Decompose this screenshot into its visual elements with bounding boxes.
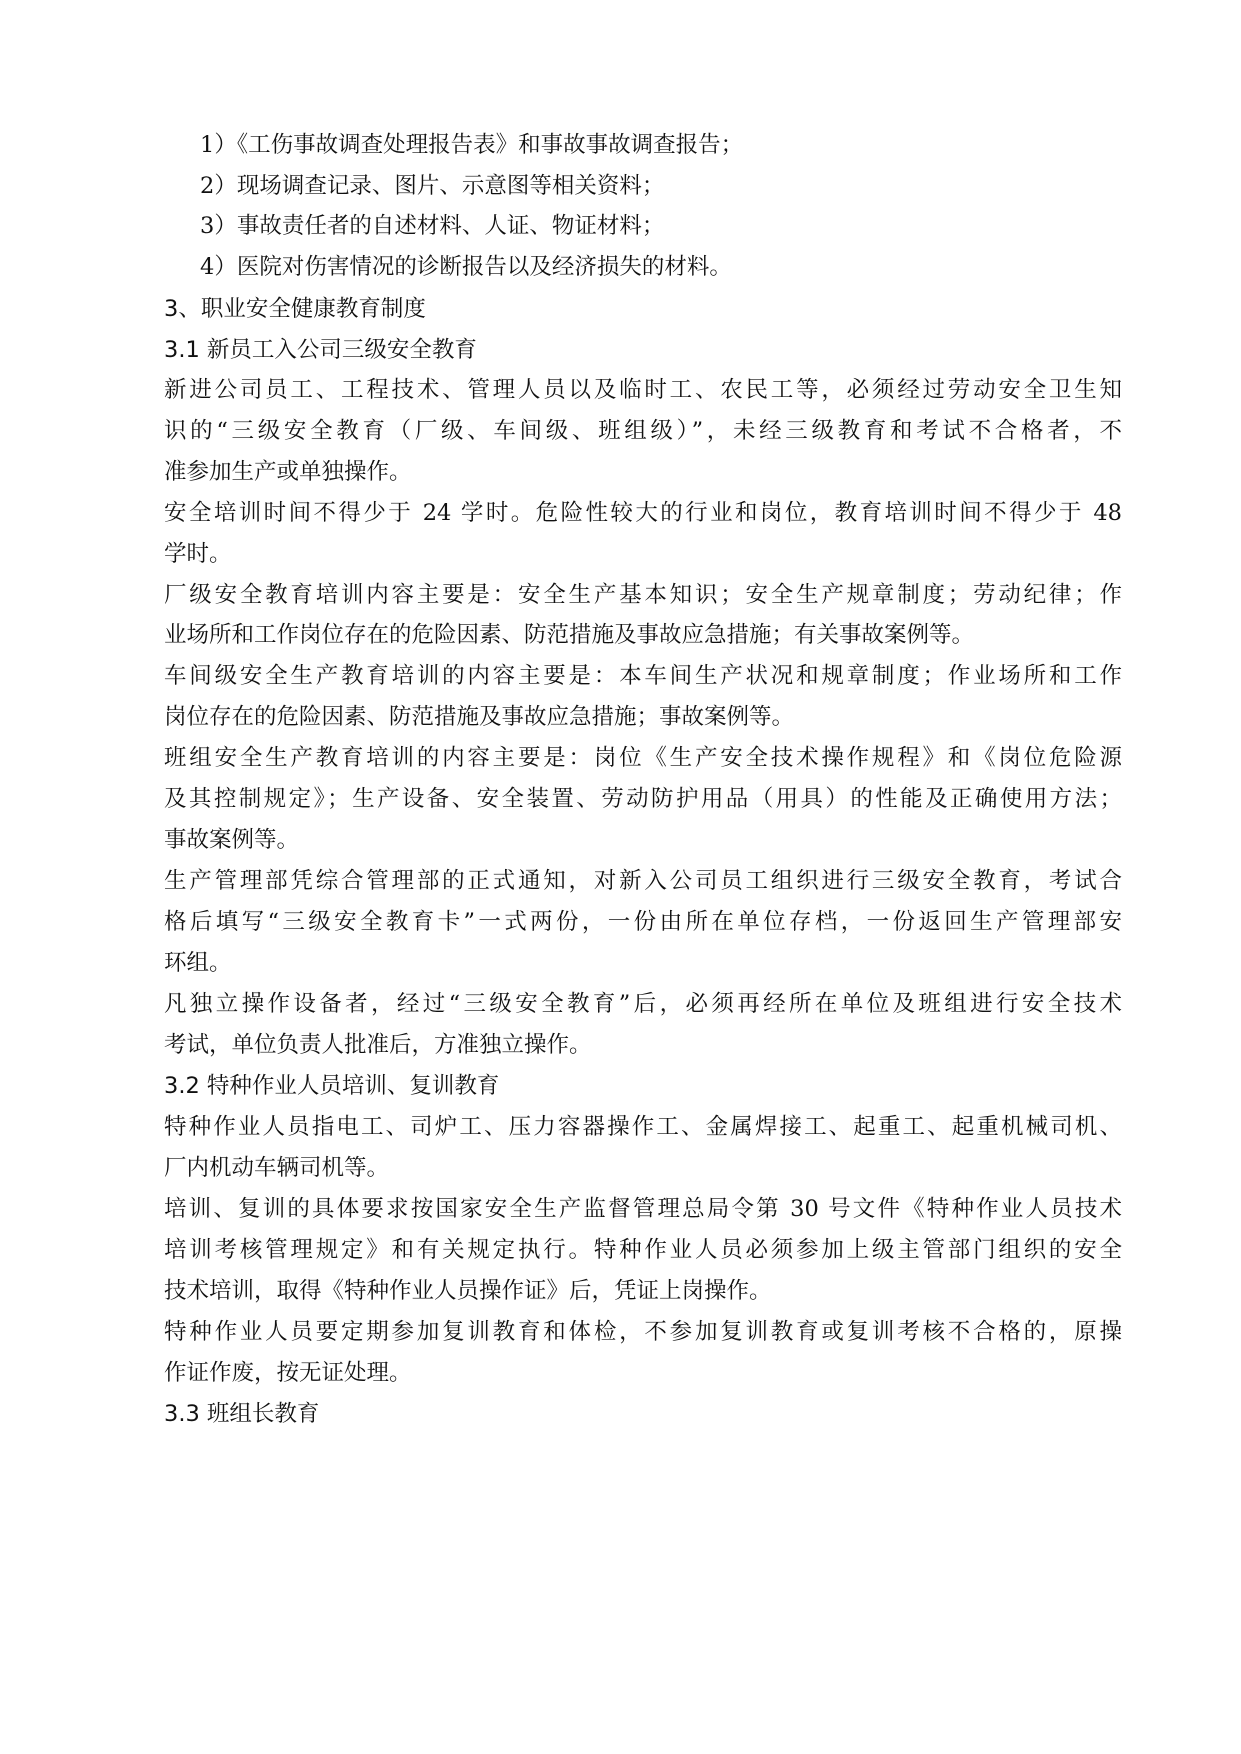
paragraph-line: 培训考核管理规定》和有关规定执行。特种作业人员必须参加上级主管部门组织的安全 [164,1237,1122,1263]
paragraph-line: 特种作业人员指电工、司炉工、压力容器操作工、金属焊接工、起重工、起重机械司机、 [164,1114,1122,1140]
paragraph-line: 生产管理部凭综合管理部的正式通知，对新入公司员工组织进行三级安全教育，考试合 [164,868,1122,894]
paragraph-line: 班组安全生产教育培训的内容主要是：岗位《生产安全技术操作规程》和《岗位危险源 [164,745,1122,771]
paragraph-line: 考试，单位负责人批准后，方准独立操作。 [164,1032,592,1058]
paragraph-line: 识的“三级安全教育（厂级、车间级、班组级）”，未经三级教育和考试不合格者，不 [164,418,1122,444]
paragraph-line: 新进公司员工、工程技术、管理人员以及临时工、农民工等，必须经过劳动安全卫生知 [164,377,1122,403]
list-item: 2）现场调查记录、图片、示意图等相关资料； [200,173,665,199]
paragraph-line: 格后填写“三级安全教育卡”一式两份，一份由所在单位存档，一份返回生产管理部安 [164,909,1122,935]
paragraph-line: 环组。 [164,950,232,976]
paragraph-line: 车间级安全生产教育培训的内容主要是：本车间生产状况和规章制度；作业场所和工作 [164,663,1122,689]
paragraph-line: 作证作废，按无证处理。 [164,1360,412,1386]
paragraph-line: 业场所和工作岗位存在的危险因素、防范措施及事故应急措施；有关事故案例等。 [164,622,975,648]
list-item: 3）事故责任者的自述材料、人证、物证材料； [200,213,665,239]
paragraph-line: 培训、复训的具体要求按国家安全生产监督管理总局令第 30 号文件《特种作业人员技术 [164,1196,1122,1222]
paragraph-line: 学时。 [164,541,232,567]
paragraph-line: 凡独立操作设备者，经过“三级安全教育”后，必须再经所在单位及班组进行安全技术 [164,991,1122,1017]
paragraph-line: 厂级安全教育培训内容主要是：安全生产基本知识；安全生产规章制度；劳动纪律；作 [164,582,1122,608]
paragraph-line: 安全培训时间不得少于 24 学时。危险性较大的行业和岗位，教育培训时间不得少于 48 [164,500,1122,526]
section-heading: 3.3 班组长教育 [164,1401,320,1427]
paragraph-line: 技术培训，取得《特种作业人员操作证》后，凭证上岗操作。 [164,1278,772,1304]
paragraph-line: 及其控制规定》；生产设备、安全装置、劳动防护用品（用具）的性能及正确使用方法； [164,786,1122,812]
list-item: 4）医院对伤害情况的诊断报告以及经济损失的材料。 [200,254,732,280]
paragraph-line: 特种作业人员要定期参加复训教育和体检，不参加复训教育或复训考核不合格的，原操 [164,1319,1122,1345]
paragraph-line: 事故案例等。 [164,827,300,853]
paragraph-line: 厂内机动车辆司机等。 [164,1155,390,1181]
list-item: 1）《工伤事故调查处理报告表》和事故事故调查报告； [200,132,744,158]
section-heading: 3、职业安全健康教育制度 [164,296,426,322]
paragraph-line: 岗位存在的危险因素、防范措施及事故应急措施；事故案例等。 [164,704,795,730]
paragraph-line: 准参加生产或单独操作。 [164,459,412,485]
section-heading: 3.2 特种作业人员培训、复训教育 [164,1073,500,1099]
section-heading: 3.1 新员工入公司三级安全教育 [164,337,477,363]
